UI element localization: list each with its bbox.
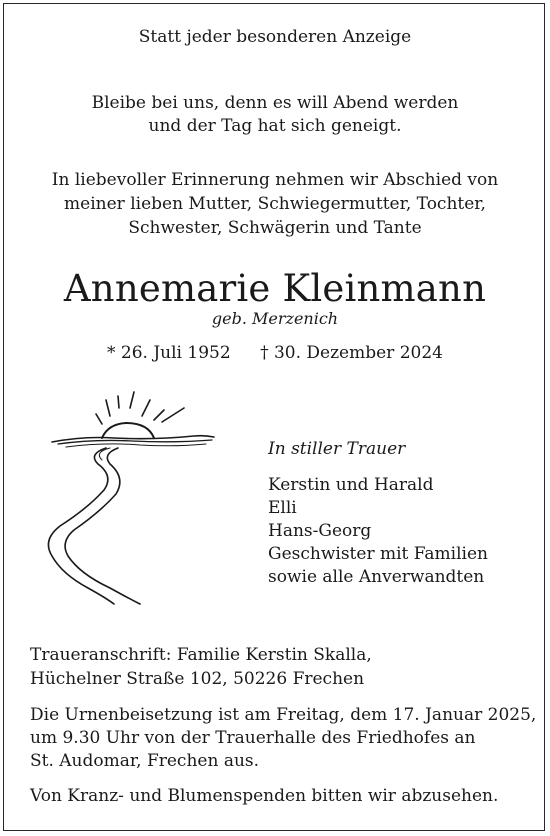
burial-line: um 9.30 Uhr von der Trauerhalle des Friedhofes an [30,728,476,748]
deceased-name: Annemarie Kleinmann [63,267,487,310]
mourner-name: Kerstin und Harald [268,475,434,495]
mourners-heading: In stiller Trauer [268,439,406,459]
burial-info [30,704,536,773]
maiden-name: geb. Merzenich [211,309,339,328]
mourner-name: Elli [268,498,297,518]
mourners [268,438,488,589]
intro-text [0,168,550,240]
mourner-name: sowie alle Anverwandten [268,567,485,587]
burial-line: Die Urnenbeisetzung ist am Freitag, dem 17. Januar 2025, [30,705,537,725]
life-dates [0,343,550,363]
burial-line: St. Audomar, Frechen aus. [30,751,260,771]
address-line: Traueranschrift: Familie Kerstin Skalla, [30,645,372,665]
intro-line: meiner lieben Mutter, Schwiegermutter, Tochter, [64,194,486,214]
sunset-path-icon [44,386,224,606]
verse [0,92,550,138]
mourner-name: Geschwister mit Familien [268,544,488,564]
notice-header: Statt jeder besonderen Anzeige [138,27,412,47]
donation-note: Von Kranz- und Blumenspenden bitten wir abzusehen. [30,786,499,806]
intro-line: Schwester, Schwägerin und Tante [128,218,422,238]
birth-date: * 26. Juli 1952 [107,343,231,363]
condolence-address [30,643,372,691]
death-date: † 30. Dezember 2024 [260,343,443,363]
mourner-name: Hans-Georg [268,521,372,541]
verse-line: Bleibe bei uns, denn es will Abend werden [91,93,459,113]
intro-line: In liebevoller Erinnerung nehmen wir Abschied von [51,170,499,190]
address-line: Hüchelner Straße 102, 50226 Frechen [30,669,365,689]
verse-line: und der Tag hat sich geneigt. [148,116,402,136]
